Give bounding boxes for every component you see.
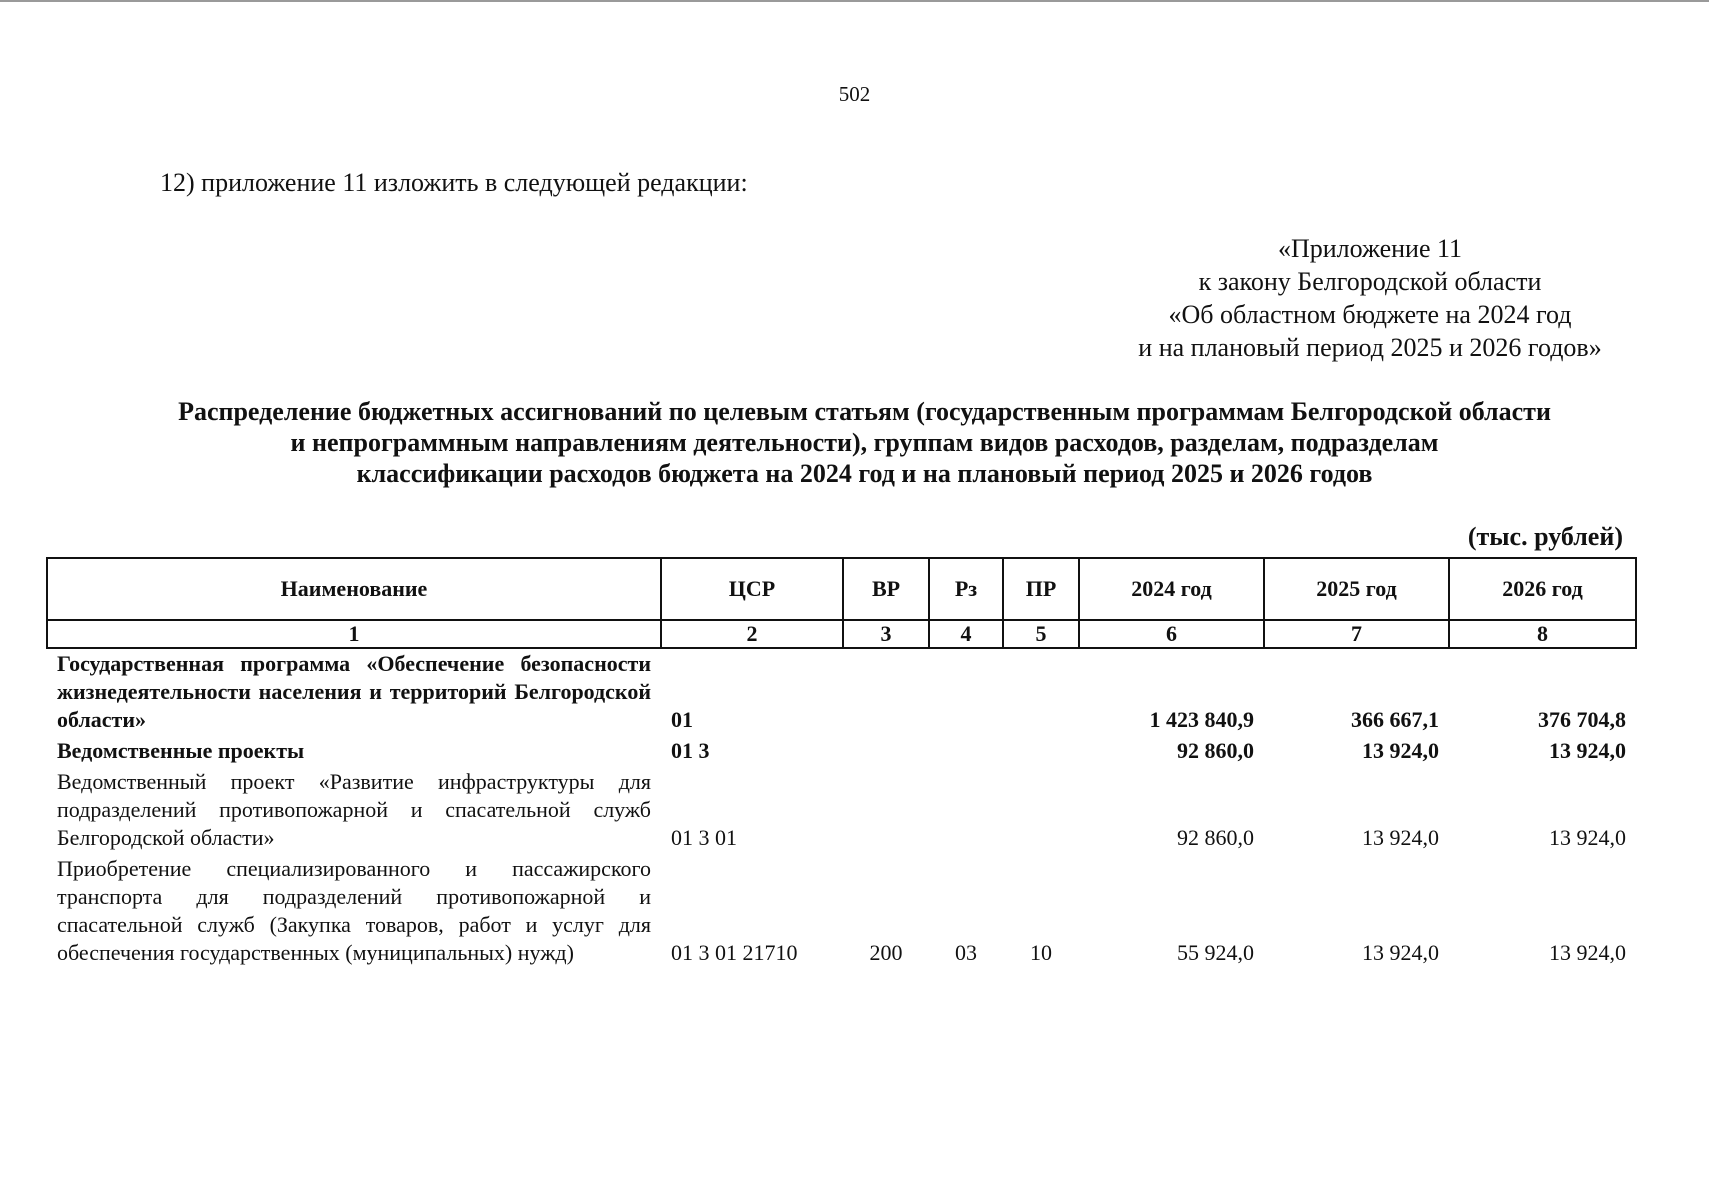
row-rz xyxy=(929,767,1003,854)
column-number: 8 xyxy=(1449,620,1636,648)
row-pr xyxy=(1003,736,1079,767)
row-pr xyxy=(1003,648,1079,736)
header-2024: 2024 год xyxy=(1079,558,1264,620)
row-pr: 10 xyxy=(1030,940,1052,965)
row-csr: 01 3 01 21710 xyxy=(671,940,798,965)
table-row xyxy=(47,854,1636,969)
row-amount-2025: 13 924,0 xyxy=(1362,825,1439,850)
row-amount-2024: 92 860,0 xyxy=(1177,738,1254,763)
row-name: Ведомственный проект «Развитие инфраструктуры для подразделений противопожарной и спасательной служб Белгородской области» xyxy=(57,769,651,850)
table-row xyxy=(47,648,1636,736)
appendix-line-3: «Об областном бюджете на 2024 год xyxy=(1168,300,1572,329)
document-title xyxy=(60,396,1669,489)
header-2025: 2025 год xyxy=(1264,558,1449,620)
column-number: 3 xyxy=(843,620,929,648)
header-pr: ПР xyxy=(1003,558,1079,620)
table-row xyxy=(47,767,1636,854)
table-row xyxy=(47,736,1636,767)
row-amount-2026: 13 924,0 xyxy=(1549,825,1626,850)
page-number: 502 xyxy=(838,82,871,106)
row-csr: 01 3 xyxy=(671,738,710,763)
row-name: Государственная программа «Обеспечение безопасности жизнедеятельности населения и территорий Белгородской области» xyxy=(57,651,651,732)
table-header-row xyxy=(47,558,1636,620)
row-rz xyxy=(929,736,1003,767)
row-amount-2025: 13 924,0 xyxy=(1362,940,1439,965)
header-vr: ВР xyxy=(843,558,929,620)
row-vr xyxy=(843,767,929,854)
budget-table xyxy=(46,557,1637,969)
column-number: 5 xyxy=(1003,620,1079,648)
column-number: 4 xyxy=(929,620,1003,648)
column-number: 7 xyxy=(1264,620,1449,648)
row-rz xyxy=(929,648,1003,736)
row-amount-2026: 13 924,0 xyxy=(1549,940,1626,965)
row-vr xyxy=(843,736,929,767)
appendix-line-4: и на плановый период 2025 и 2026 годов» xyxy=(1138,333,1602,362)
row-csr: 01 xyxy=(671,707,693,732)
row-rz: 03 xyxy=(955,940,977,965)
row-amount-2025: 366 667,1 xyxy=(1351,707,1439,732)
header-name: Наименование xyxy=(47,558,661,620)
column-number: 6 xyxy=(1079,620,1264,648)
row-vr: 200 xyxy=(869,940,903,965)
units-label: (тыс. рублей) xyxy=(1467,522,1623,551)
header-2026: 2026 год xyxy=(1449,558,1636,620)
title-line-2: и непрограммным направлениям деятельности), группам видов расходов, разделам, подразделам xyxy=(290,428,1439,457)
row-amount-2026: 376 704,8 xyxy=(1538,707,1626,732)
row-amount-2025: 13 924,0 xyxy=(1362,738,1439,763)
row-amount-2024: 55 924,0 xyxy=(1177,940,1254,965)
header-rz: Рз xyxy=(929,558,1003,620)
row-name: Ведомственные проекты xyxy=(57,738,305,763)
row-amount-2024: 92 860,0 xyxy=(1177,825,1254,850)
scan-top-border xyxy=(0,0,1709,2)
amendment-instruction: 12) приложение 11 изложить в следующей редакции: xyxy=(160,168,748,197)
row-pr xyxy=(1003,767,1079,854)
row-csr: 01 3 01 xyxy=(671,825,737,850)
column-number: 1 xyxy=(47,620,661,648)
appendix-line-2: к закону Белгородской области xyxy=(1198,267,1542,296)
column-number: 2 xyxy=(661,620,843,648)
header-csr: ЦСР xyxy=(661,558,843,620)
column-number-row xyxy=(47,620,1636,648)
row-amount-2024: 1 423 840,9 xyxy=(1149,707,1254,732)
title-line-1: Распределение бюджетных ассигнований по целевым статьям (государственным программам Белгородской области xyxy=(178,397,1551,426)
appendix-line-1: «Приложение 11 xyxy=(1277,234,1463,263)
row-vr xyxy=(843,648,929,736)
row-amount-2026: 13 924,0 xyxy=(1549,738,1626,763)
title-line-3: классификации расходов бюджета на 2024 год и на плановый период 2025 и 2026 годов xyxy=(356,459,1373,488)
row-name: Приобретение специализированного и пассажирского транспорта для подразделений противопожарной и спасательной служб (Закупка товаров, работ и услуг для обеспечения государственных (муниципальных) нужд) xyxy=(57,856,651,965)
appendix-header xyxy=(1040,232,1700,364)
